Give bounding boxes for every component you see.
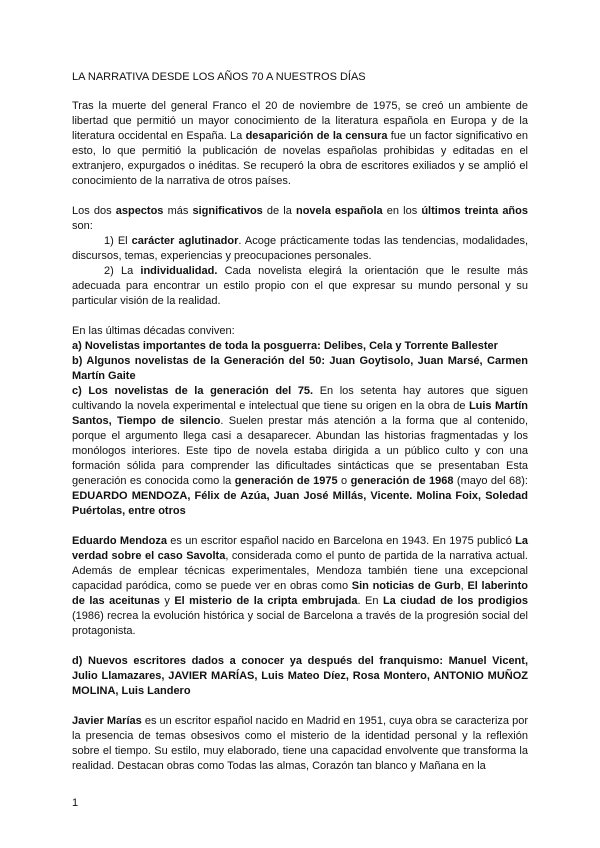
aspect-item-1: 1) El carácter aglutinador. Acoge prácticamente todas las tendencias, modalidades, discursos, temas, experiencias y preocupaciones personales. bbox=[72, 235, 528, 262]
document-title: LA NARRATIVA DESDE LOS AÑOS 70 A NUESTROS DÍAS bbox=[72, 71, 366, 83]
aspect-item-2: 2) La individualidad. Cada novelista elegirá la orientación que le resulte más adecuada para encontrar un estilo propio con el que expresar su mundo personal y su particular visión de la realidad. bbox=[72, 265, 528, 307]
decades-item-c: c) Los novelistas de la generación del 75. En los setenta hay autores que siguen cultivando la novela experimental e intelectual que tiene su origen en la obra de Luis Martín Santos, Tiempo de silencio. Suelen prestar más atención a la forma que al contenido, porque el argumento llega casi a desaparecer. Abundan las historias fragmentadas y los monólogos interiores. Este tipo de novela estaba dirigida a un público culto y con una formación sólida para comprender las dificultades sintácticas que se presentaban Esta generación es conocida como la generación de 1975 o generación de 1968 (mayo del 68): EDUARDO MENDOZA, Félix de Azúa, Juan José Millás, Vicente. Molina Foix, Soledad Puértolas, entre otros bbox=[72, 385, 529, 517]
mendoza-paragraph: Eduardo Mendoza es un escritor español nacido en Barcelona en 1943. En 1975 publicó La verdad sobre el caso Savolta, considerada como el punto de partida de la narrativa actual. Además de emplear técnicas experimentales, Mendoza también tiene una excepcional capacidad paródica, como se puede ver en obras como Sin noticias de Gurb, El laberinto de las aceitunas y El misterio de la cripta embrujada. En La ciudad de los prodigios (1986) recrea la evolución histórica y social de Barcelona a través de la progresión social del protagonista. bbox=[72, 535, 528, 637]
decades-intro: En las últimas décadas conviven: bbox=[72, 325, 235, 337]
aspects-paragraph: Los dos aspectos más significativos de la novela española en los últimos treinta años son: bbox=[72, 205, 528, 232]
page-number: 1 bbox=[72, 797, 79, 809]
intro-paragraph: Tras la muerte del general Franco el 20 de noviembre de 1975, se creó un ambiente de libertad que permitió un mayor conocimiento de la literatura española en Europa y de la literatura occidental en España. La desaparición de la censura fue un factor significativo en esto, lo que permitió la publicación de novelas españolas prohibidas y editadas en el extranjero, expurgados o inéditas. Se recuperó la obra de escritores exiliados y se amplió el conocimiento de la narrativa de otros países. bbox=[72, 100, 528, 187]
decades-item-a: a) Novelistas importantes de toda la posguerra: Delibes, Cela y Torrente Ballester bbox=[72, 340, 498, 352]
decades-item-b: b) Algunos novelistas de la Generación del 50: Juan Goytisolo, Juan Marsé, Carmen Martín Gaite bbox=[72, 355, 528, 382]
marias-paragraph: Javier Marías es un escritor español nacido en Madrid en 1951, cuya obra se caracteriza por la presencia de temas obsesivos como el misterio de la identidad personal y la reflexión sobre el tiempo. Su estilo, muy elaborado, tiene una capacidad envolvente que transforma la realidad. Destacan obras como Todas las almas, Corazón tan blanco y Mañana en la bbox=[72, 715, 528, 772]
document-page bbox=[72, 70, 528, 774]
new-writers-heading: d) Nuevos escritores dados a conocer ya después del franquismo: Manuel Vicent, Julio Llamazares, JAVIER MARÍAS, Luis Mateo Díez, Rosa Montero, ANTONIO MUÑOZ MOLINA, Luis Landero bbox=[72, 655, 528, 697]
